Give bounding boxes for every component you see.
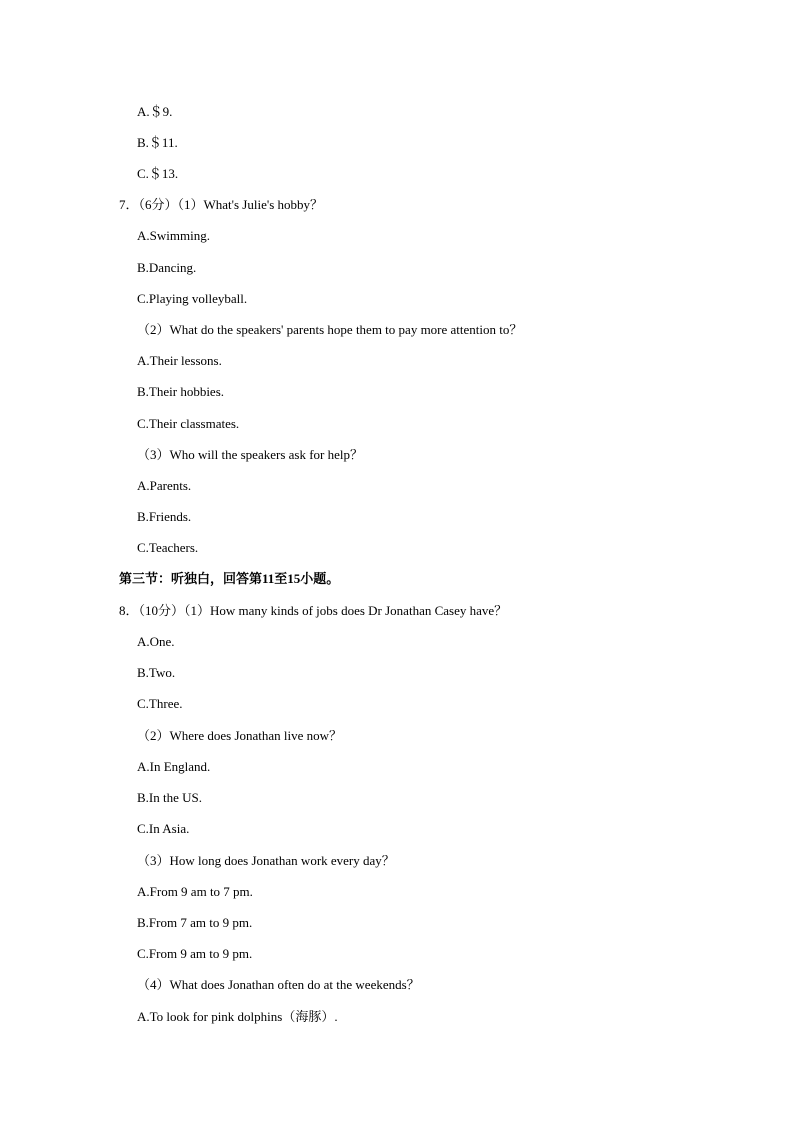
- q7-1-option-a: A.Swimming.: [137, 228, 210, 243]
- q8-1-option-a: A.One.: [137, 634, 175, 649]
- q8-3-option-a: A.From 9 am to 7 pm.: [137, 884, 253, 899]
- q7-2-question: （2）What do the speakers' parents hope them to pay more attention to？: [137, 322, 523, 337]
- q7-1-option-b: B.Dancing.: [137, 260, 197, 275]
- q7-3-question: （3）Who will the speakers ask for help？: [137, 447, 364, 462]
- q8-3-option-c: C.From 9 am to 9 pm.: [137, 946, 253, 961]
- q7-1-option-c: C.Playing volleyball.: [137, 291, 248, 306]
- q7-2-option-a: A.Their lessons.: [137, 353, 222, 368]
- q7-3-option-a: A.Parents.: [137, 478, 192, 493]
- q8-4-question: （4）What does Jonathan often do at the weekends？: [137, 977, 420, 992]
- section3-title: 第三节：听独白，回答第11至15小题。: [119, 571, 340, 586]
- q8-2-option-a: A.In England.: [137, 759, 211, 774]
- q8-1-option-c: C.Three.: [137, 696, 183, 711]
- q7-2-option-b: B.Their hobbies.: [137, 384, 225, 399]
- q8-2-question: （2）Where does Jonathan live now？: [137, 728, 343, 743]
- q7-3-option-b: B.Friends.: [137, 509, 192, 524]
- q6-option-a: A.＄9.: [137, 104, 173, 119]
- q6-option-c: C.＄13.: [137, 166, 179, 181]
- q8-3-question: （3）How long does Jonathan work every day？: [137, 853, 395, 868]
- q7-2-option-c: C.Their classmates.: [137, 416, 240, 431]
- q8-header: 8．（10分）（1）How many kinds of jobs does Dr Jonathan Casey have？: [119, 603, 508, 618]
- q6-option-b: B.＄11.: [137, 135, 178, 150]
- q8-2-option-c: C.In Asia.: [137, 821, 190, 836]
- q8-4-option-a: A.To look for pink dolphins（海豚）.: [137, 1009, 338, 1024]
- q8-1-option-b: B.Two.: [137, 665, 176, 680]
- q8-2-option-b: B.In the US.: [137, 790, 202, 805]
- q7-header: 7．（6分）（1）What's Julie's hobby？: [119, 197, 324, 212]
- q7-3-option-c: C.Teachers.: [137, 540, 199, 555]
- q8-3-option-b: B.From 7 am to 9 pm.: [137, 915, 253, 930]
